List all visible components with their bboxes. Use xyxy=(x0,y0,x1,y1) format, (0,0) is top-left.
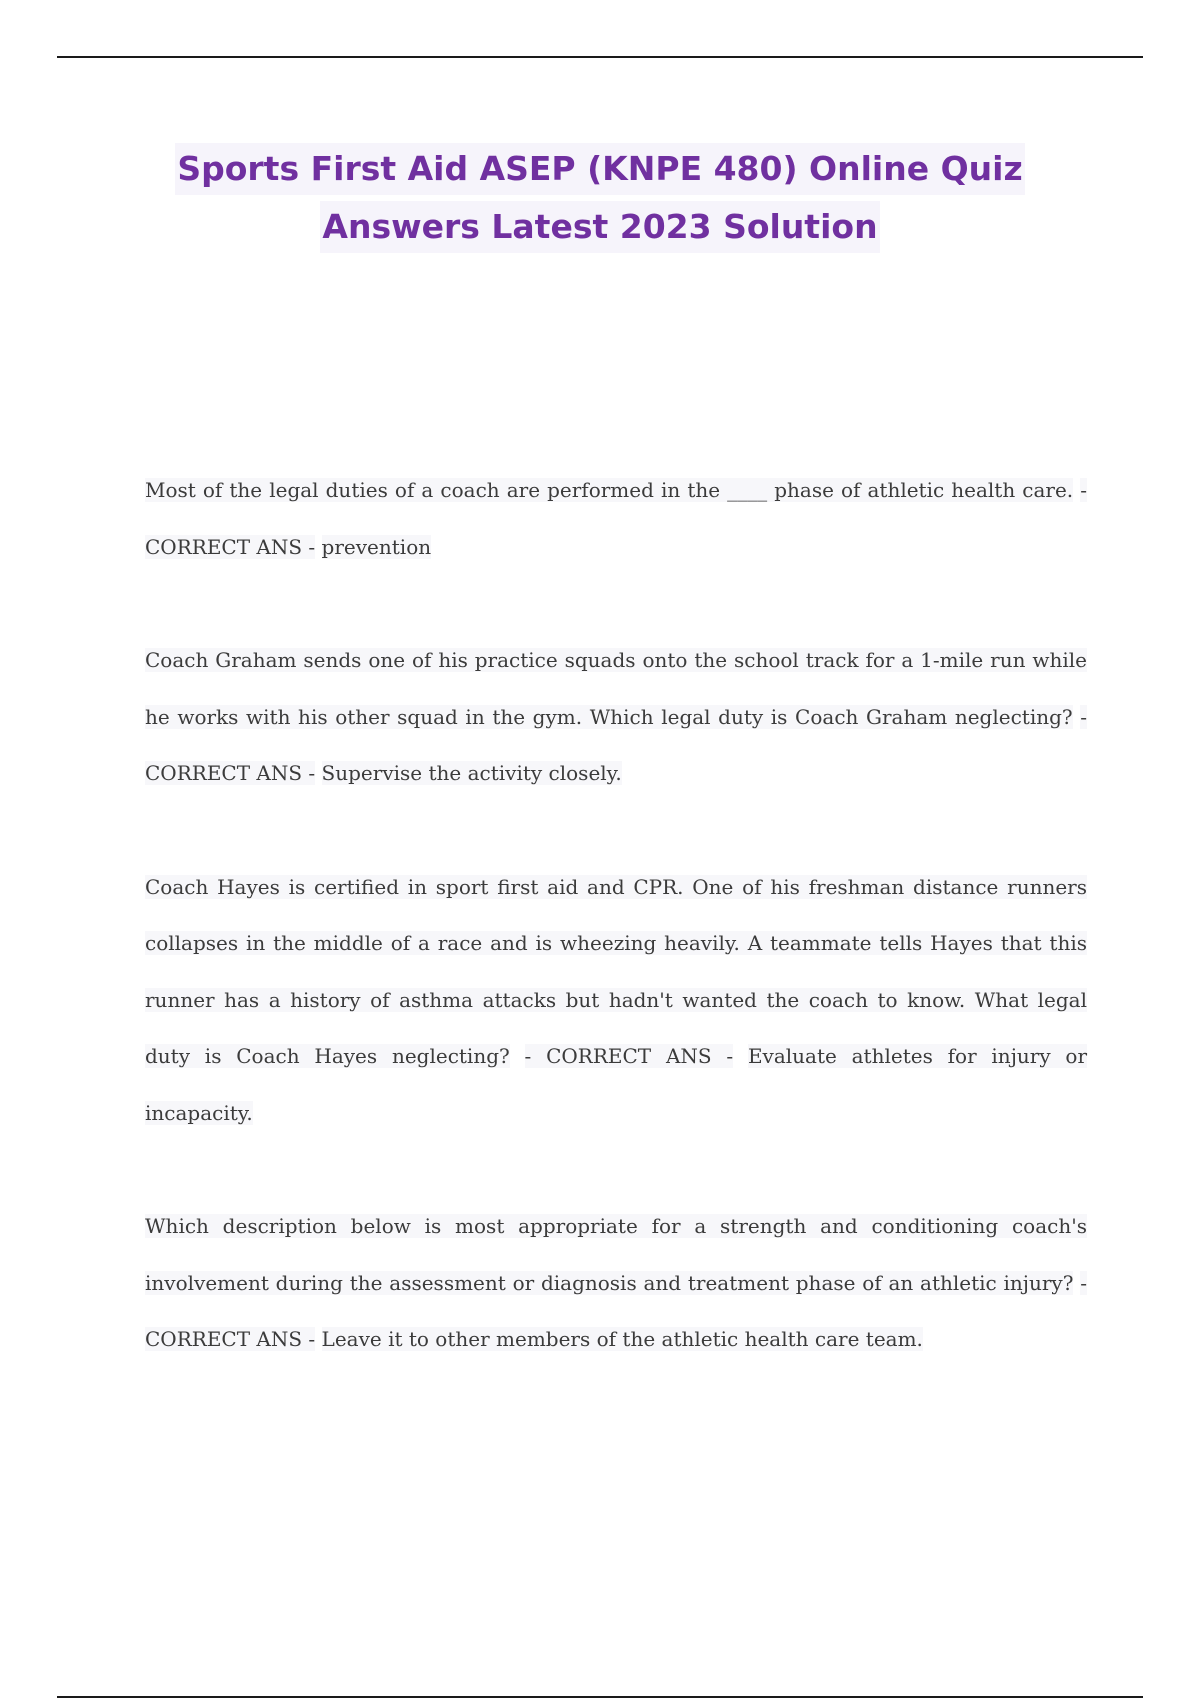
qa-item xyxy=(145,1198,1087,1368)
document-title xyxy=(100,140,1100,256)
question-text: Which description below is most appropriate for a strength and conditioning coach's involvement during the assessment or diagnosis and treatment phase of an athletic injury? xyxy=(145,1214,1087,1295)
question-text: Most of the legal duties of a coach are performed in the ____ phase of athletic health care. xyxy=(145,478,1074,502)
answer-text: Evaluate athletes for injury or incapacity. xyxy=(145,1044,1088,1125)
answer-separator: - CORRECT ANS - xyxy=(145,1270,1088,1351)
answer-separator: - CORRECT ANS - xyxy=(524,1044,734,1068)
title-line-2: Answers Latest 2023 Solution xyxy=(320,201,879,253)
answer-text: prevention xyxy=(321,534,432,559)
qa-item xyxy=(145,462,1087,575)
header-rule xyxy=(57,56,1143,58)
title-line-1: Sports First Aid ASEP (KNPE 480) Online Quiz xyxy=(175,143,1024,195)
footer-rule xyxy=(57,1696,1143,1698)
answer-separator: - CORRECT ANS - xyxy=(145,704,1088,785)
answer-separator: - CORRECT ANS - xyxy=(145,478,1088,559)
qa-item xyxy=(145,859,1087,1142)
qa-item xyxy=(145,632,1087,802)
question-text: Coach Graham sends one of his practice squads onto the school track for a 1-mile run while he works with his other squad in the gym. Which legal duty is Coach Graham neglecting? xyxy=(145,648,1087,729)
answer-text: Leave it to other members of the athletic health care team. xyxy=(321,1327,923,1351)
answer-text: Supervise the activity closely. xyxy=(321,761,622,785)
qa-list xyxy=(145,462,1087,1425)
question-text: Coach Hayes is certified in sport first aid and CPR. One of his freshman distance runners collapses in the middle of a race and is wheezing heavily. A teammate tells Hayes that this runner has a history of asthma attacks but hadn't wanted the coach to know. What legal duty is Coach Hayes neglecting? xyxy=(145,874,1087,1068)
